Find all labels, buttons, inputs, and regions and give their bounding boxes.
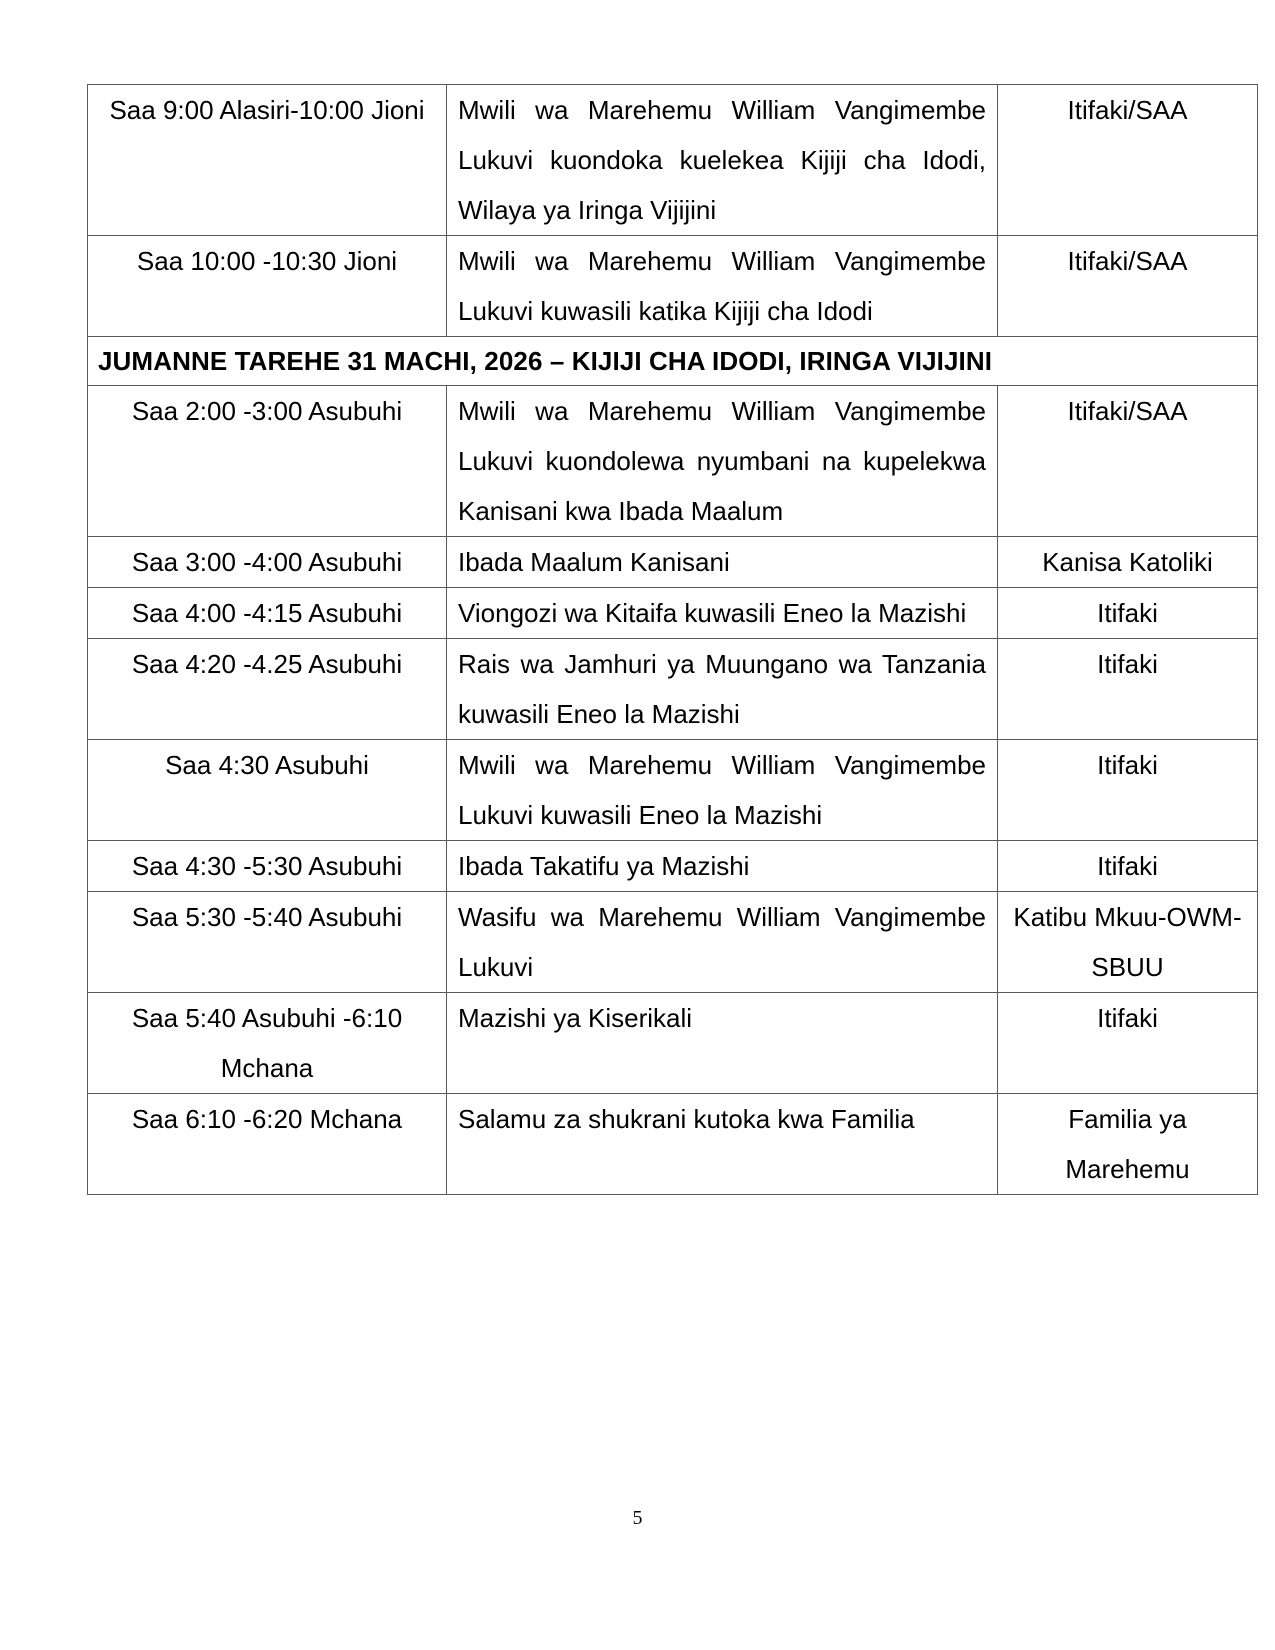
table-row xyxy=(88,236,1258,337)
table-row xyxy=(88,841,1258,892)
time-cell: Saa 9:00 Alasiri-10:00 Jioni xyxy=(88,85,447,236)
table-row xyxy=(88,588,1258,639)
responsible-cell: Itifaki xyxy=(998,639,1258,740)
page-number: 5 xyxy=(632,1507,643,1529)
time-cell: Saa 4:00 -4:15 Asubuhi xyxy=(88,588,447,639)
activity-cell: Ibada Takatifu ya Mazishi xyxy=(447,841,998,892)
activity-cell: Viongozi wa Kitaifa kuwasili Eneo la Mazishi xyxy=(447,588,998,639)
time-cell: Saa 2:00 -3:00 Asubuhi xyxy=(88,386,447,537)
time-cell: Saa 4:30 -5:30 Asubuhi xyxy=(88,841,447,892)
responsible-cell: Itifaki xyxy=(998,588,1258,639)
section-heading-row xyxy=(88,337,1258,386)
time-cell: Saa 5:30 -5:40 Asubuhi xyxy=(88,892,447,993)
activity-cell: Mwili wa Marehemu William Vangimembe Lukuvi kuwasili katika Kijiji cha Idodi xyxy=(447,236,998,337)
activity-cell: Ibada Maalum Kanisani xyxy=(447,537,998,588)
table-row xyxy=(88,740,1258,841)
table-row xyxy=(88,386,1258,537)
activity-cell: Mwili wa Marehemu William Vangimembe Lukuvi kuondolewa nyumbani na kupelekwa Kanisani kwa Ibada Maalum xyxy=(447,386,998,537)
table-row xyxy=(88,993,1258,1094)
responsible-cell: Itifaki xyxy=(998,740,1258,841)
responsible-cell: Katibu Mkuu-OWM-SBUU xyxy=(998,892,1258,993)
responsible-cell: Itifaki xyxy=(998,993,1258,1094)
time-cell: Saa 5:40 Asubuhi -6:10 Mchana xyxy=(88,993,447,1094)
responsible-cell: Itifaki xyxy=(998,841,1258,892)
table-row xyxy=(88,537,1258,588)
table-row xyxy=(88,639,1258,740)
time-cell: Saa 3:00 -4:00 Asubuhi xyxy=(88,537,447,588)
activity-cell: Rais wa Jamhuri ya Muungano wa Tanzania kuwasili Eneo la Mazishi xyxy=(447,639,998,740)
time-cell: Saa 6:10 -6:20 Mchana xyxy=(88,1094,447,1195)
responsible-cell: Kanisa Katoliki xyxy=(998,537,1258,588)
activity-cell: Wasifu wa Marehemu William Vangimembe Lukuvi xyxy=(447,892,998,993)
activity-cell: Mwili wa Marehemu William Vangimembe Lukuvi kuondoka kuelekea Kijiji cha Idodi, Wilaya ya Iringa Vijijini xyxy=(447,85,998,236)
table-row xyxy=(88,85,1258,236)
responsible-cell: Itifaki/SAA xyxy=(998,236,1258,337)
schedule-body xyxy=(88,85,1258,1195)
activity-cell: Mazishi ya Kiserikali xyxy=(447,993,998,1094)
time-cell: Saa 4:30 Asubuhi xyxy=(88,740,447,841)
time-cell: Saa 4:20 -4.25 Asubuhi xyxy=(88,639,447,740)
time-cell: Saa 10:00 -10:30 Jioni xyxy=(88,236,447,337)
activity-cell: Mwili wa Marehemu William Vangimembe Lukuvi kuwasili Eneo la Mazishi xyxy=(447,740,998,841)
schedule-table xyxy=(87,84,1258,1195)
table-row xyxy=(88,892,1258,993)
activity-cell: Salamu za shukrani kutoka kwa Familia xyxy=(447,1094,998,1195)
responsible-cell: Familia ya Marehemu xyxy=(998,1094,1258,1195)
responsible-cell: Itifaki/SAA xyxy=(998,386,1258,537)
table-row xyxy=(88,1094,1258,1195)
section-heading: JUMANNE TAREHE 31 MACHI, 2026 – KIJIJI CHA IDODI, IRINGA VIJIJINI xyxy=(88,337,1258,386)
responsible-cell: Itifaki/SAA xyxy=(998,85,1258,236)
